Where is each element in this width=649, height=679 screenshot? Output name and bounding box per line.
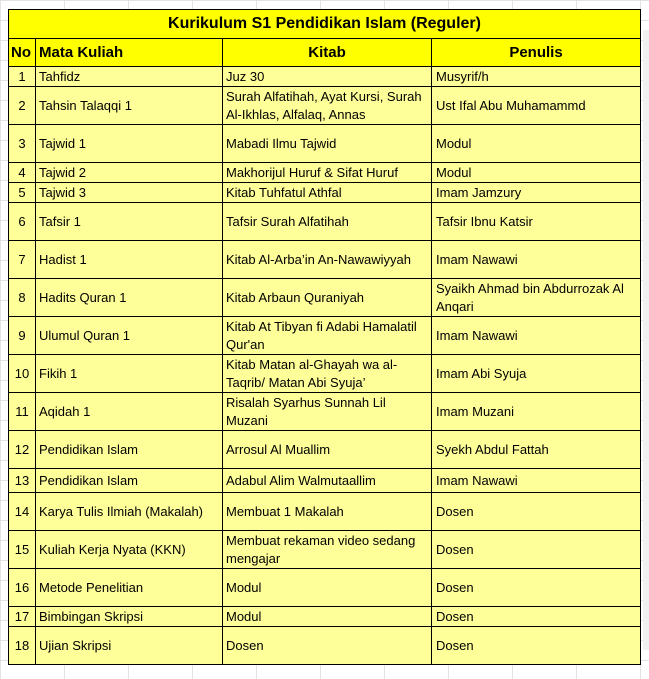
table-row <box>9 279 641 317</box>
cell-penulis[interactable]: Imam Jamzury <box>432 183 641 203</box>
cell-kitab[interactable]: Kitab Matan al-Ghayah wa al-Taqrib/ Matan Abi Syuja’ <box>223 355 432 393</box>
cell-penulis[interactable]: Musyrif/h <box>432 67 641 87</box>
cell-kitab[interactable]: Juz 30 <box>223 67 432 87</box>
cell-mata-kuliah[interactable]: Fikih 1 <box>36 355 223 393</box>
cell-kitab[interactable]: Surah Alfatihah, Ayat Kursi, Surah Al-Ikhlas, Alfalaq, Annas <box>223 87 432 125</box>
cell-no[interactable]: 6 <box>9 203 36 241</box>
cell-kitab[interactable]: Mabadi Ilmu Tajwid <box>223 125 432 163</box>
table-row <box>9 241 641 279</box>
cell-penulis[interactable]: Imam Nawawi <box>432 469 641 493</box>
table-row <box>9 163 641 183</box>
table-row <box>9 531 641 569</box>
cell-no[interactable]: 16 <box>9 569 36 607</box>
table-row <box>9 393 641 431</box>
cell-no[interactable]: 13 <box>9 469 36 493</box>
cell-mata-kuliah[interactable]: Metode Penelitian <box>36 569 223 607</box>
header-row <box>9 39 641 67</box>
cell-penulis[interactable]: Dosen <box>432 569 641 607</box>
table-row <box>9 125 641 163</box>
header-kitab[interactable]: Kitab <box>223 39 432 67</box>
cell-no[interactable]: 5 <box>9 183 36 203</box>
title-row <box>9 10 641 39</box>
cell-penulis[interactable]: Modul <box>432 125 641 163</box>
table-row <box>9 431 641 469</box>
cell-mata-kuliah[interactable]: Ulumul Quran 1 <box>36 317 223 355</box>
cell-penulis[interactable]: Imam Nawawi <box>432 317 641 355</box>
cell-penulis[interactable]: Imam Muzani <box>432 393 641 431</box>
cell-kitab[interactable]: Risalah Syarhus Sunnah Lil Muzani <box>223 393 432 431</box>
cell-mata-kuliah[interactable]: Tafsir 1 <box>36 203 223 241</box>
cell-penulis[interactable]: Syaikh Ahmad bin Abdurrozak Al Anqari <box>432 279 641 317</box>
cell-penulis[interactable]: Imam Abi Syuja <box>432 355 641 393</box>
table-row <box>9 469 641 493</box>
cell-penulis[interactable]: Ust Ifal Abu Muhamammd <box>432 87 641 125</box>
cell-no[interactable]: 10 <box>9 355 36 393</box>
curriculum-table <box>8 9 641 665</box>
table-row <box>9 493 641 531</box>
cell-mata-kuliah[interactable]: Ujian Skripsi <box>36 627 223 665</box>
table-body <box>9 67 641 665</box>
cell-no[interactable]: 17 <box>9 607 36 627</box>
cell-no[interactable]: 8 <box>9 279 36 317</box>
cell-kitab[interactable]: Membuat rekaman video sedang mengajar <box>223 531 432 569</box>
cell-mata-kuliah[interactable]: Tajwid 2 <box>36 163 223 183</box>
table-row <box>9 569 641 607</box>
cell-mata-kuliah[interactable]: Pendidikan Islam <box>36 431 223 469</box>
cell-mata-kuliah[interactable]: Karya Tulis Ilmiah (Makalah) <box>36 493 223 531</box>
cell-no[interactable]: 7 <box>9 241 36 279</box>
cell-kitab[interactable]: Makhorijul Huruf & Sifat Huruf <box>223 163 432 183</box>
cell-kitab[interactable]: Modul <box>223 607 432 627</box>
cell-penulis[interactable]: Dosen <box>432 607 641 627</box>
table-title[interactable]: Kurikulum S1 Pendidikan Islam (Reguler) <box>9 10 641 39</box>
cell-mata-kuliah[interactable]: Aqidah 1 <box>36 393 223 431</box>
cell-penulis[interactable]: Imam Nawawi <box>432 241 641 279</box>
table-row <box>9 627 641 665</box>
cell-no[interactable]: 18 <box>9 627 36 665</box>
cell-mata-kuliah[interactable]: Tahsin Talaqqi 1 <box>36 87 223 125</box>
cell-no[interactable]: 3 <box>9 125 36 163</box>
cell-mata-kuliah[interactable]: Kuliah Kerja Nyata (KKN) <box>36 531 223 569</box>
cell-penulis[interactable]: Dosen <box>432 531 641 569</box>
cell-mata-kuliah[interactable]: Hadits Quran 1 <box>36 279 223 317</box>
vertical-scrollbar[interactable] <box>643 30 649 650</box>
header-penulis[interactable]: Penulis <box>432 39 641 67</box>
cell-penulis[interactable]: Dosen <box>432 627 641 665</box>
cell-kitab[interactable]: Adabul Alim Walmutaallim <box>223 469 432 493</box>
header-no[interactable]: No <box>9 39 36 67</box>
cell-mata-kuliah[interactable]: Tahfidz <box>36 67 223 87</box>
cell-penulis[interactable]: Dosen <box>432 493 641 531</box>
cell-no[interactable]: 11 <box>9 393 36 431</box>
cell-no[interactable]: 9 <box>9 317 36 355</box>
curriculum-table-container <box>8 9 641 665</box>
cell-kitab[interactable]: Modul <box>223 569 432 607</box>
table-row <box>9 67 641 87</box>
cell-mata-kuliah[interactable]: Pendidikan Islam <box>36 469 223 493</box>
table-row <box>9 203 641 241</box>
cell-kitab[interactable]: Kitab At Tibyan fi Adabi Hamalatil Qur'an <box>223 317 432 355</box>
cell-no[interactable]: 4 <box>9 163 36 183</box>
cell-kitab[interactable]: Tafsir Surah Alfatihah <box>223 203 432 241</box>
cell-kitab[interactable]: Kitab Al-Arba’in An-Nawawiyyah <box>223 241 432 279</box>
cell-mata-kuliah[interactable]: Bimbingan Skripsi <box>36 607 223 627</box>
cell-no[interactable]: 2 <box>9 87 36 125</box>
cell-kitab[interactable]: Membuat 1 Makalah <box>223 493 432 531</box>
cell-kitab[interactable]: Kitab Tuhfatul Athfal <box>223 183 432 203</box>
cell-no[interactable]: 12 <box>9 431 36 469</box>
cell-kitab[interactable]: Dosen <box>223 627 432 665</box>
cell-mata-kuliah[interactable]: Tajwid 1 <box>36 125 223 163</box>
table-row <box>9 355 641 393</box>
table-row <box>9 317 641 355</box>
cell-mata-kuliah[interactable]: Tajwid 3 <box>36 183 223 203</box>
cell-kitab[interactable]: Kitab Arbaun Quraniyah <box>223 279 432 317</box>
cell-mata-kuliah[interactable]: Hadist 1 <box>36 241 223 279</box>
cell-penulis[interactable]: Tafsir Ibnu Katsir <box>432 203 641 241</box>
cell-penulis[interactable]: Syekh Abdul Fattah <box>432 431 641 469</box>
cell-penulis[interactable]: Modul <box>432 163 641 183</box>
cell-no[interactable]: 15 <box>9 531 36 569</box>
cell-kitab[interactable]: Arrosul Al Muallim <box>223 431 432 469</box>
table-row <box>9 87 641 125</box>
cell-no[interactable]: 1 <box>9 67 36 87</box>
cell-no[interactable]: 14 <box>9 493 36 531</box>
table-row <box>9 607 641 627</box>
table-row <box>9 183 641 203</box>
header-mata-kuliah[interactable]: Mata Kuliah <box>36 39 223 67</box>
